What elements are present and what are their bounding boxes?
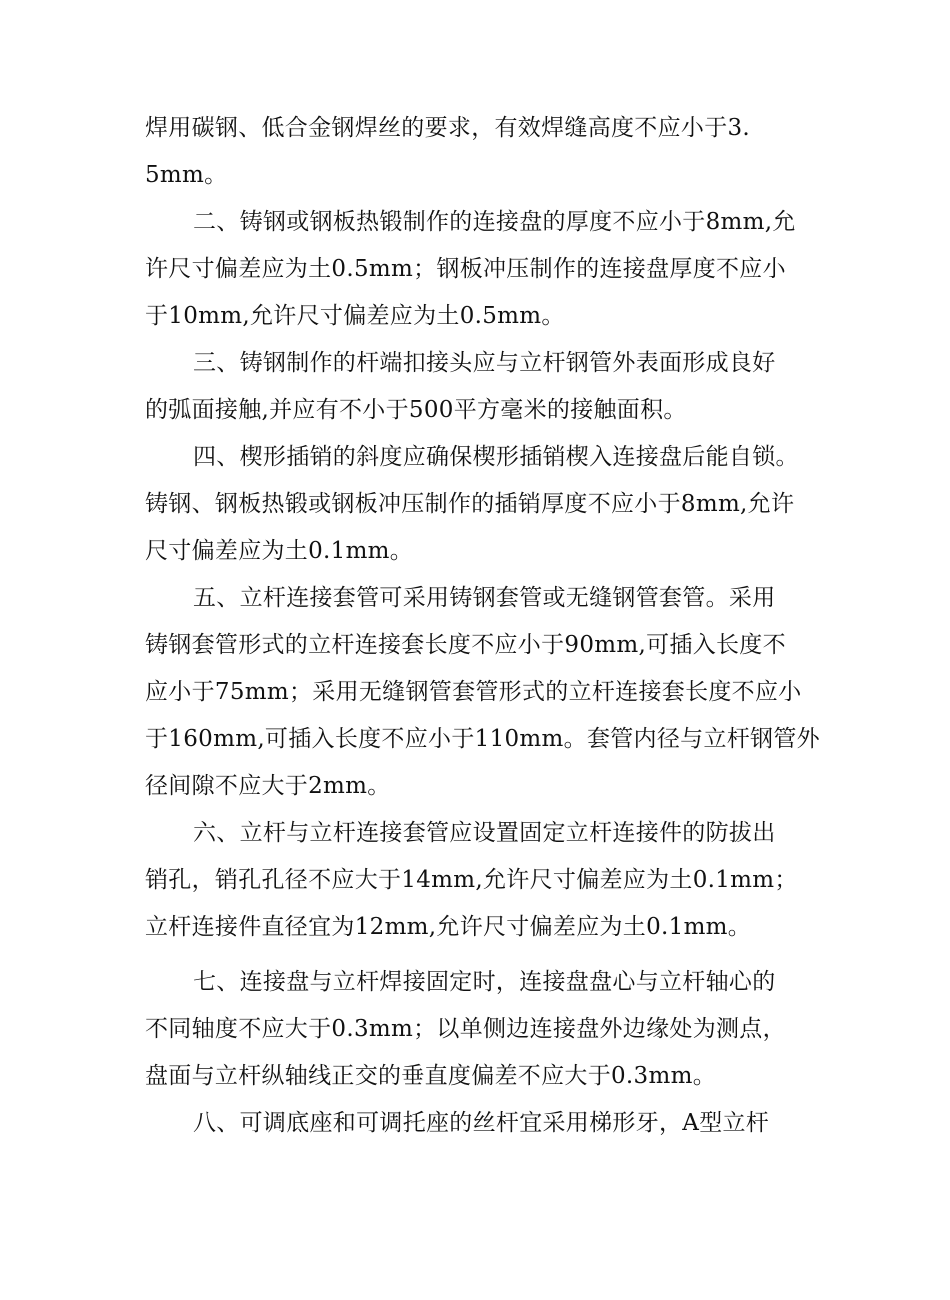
paragraph-5-start: 五、立杆连接套管可采用铸钢套管或无缝钢管套管。采用: [193, 585, 776, 611]
paragraph-7-start: 七、连接盘与立杆焊接固定时，连接盘盘心与立杆轴心的: [193, 969, 776, 995]
paragraph-2-start: 二、铸钢或钢板热锻制作的连接盘的厚度不应小于8mm,允: [193, 209, 796, 235]
text-line: 许尺寸偏差应为土0.5mm；钢板冲压制作的连接盘厚度不应小: [145, 256, 786, 282]
paragraph-gap: [145, 951, 825, 959]
text-line: 铸钢、钢板热锻或钢板冲压制作的插销厚度不应小于8mm,允许: [145, 491, 795, 517]
paragraph-4-start: 四、楔形插销的斜度应确保楔形插销楔入连接盘后能自锁。: [193, 444, 799, 470]
document-body: [145, 105, 825, 1147]
text-line: 销孔，销孔孔径不应大于14mm,允许尺寸偏差应为土0.1mm；: [145, 867, 798, 893]
text-line: 的弧面接触,并应有不小于500平方毫米的接触面积。: [145, 397, 687, 423]
text-line: 焊用碳钢、低合金钢焊丝的要求，有效焊缝高度不应小于3.: [145, 115, 751, 141]
text-line: 不同轴度不应大于0.3mm；以单侧边连接盘外边缘处为测点，: [145, 1016, 786, 1042]
text-line: 于10mm,允许尺寸偏差应为土0.5mm。: [145, 303, 565, 329]
paragraph-8-start: 八、可调底座和可调托座的丝杆宜采用梯形牙，A型立杆: [193, 1110, 770, 1136]
text-line: 尺寸偏差应为土0.1mm。: [145, 538, 414, 564]
paragraph-3-start: 三、铸钢制作的杆端扣接头应与立杆钢管外表面形成良好: [193, 350, 776, 376]
text-line: 铸钢套管形式的立杆连接套长度不应小于90mm,可插入长度不: [145, 632, 786, 658]
text-line: 立杆连接件直径宜为12mm,允许尺寸偏差应为土0.1mm。: [145, 914, 752, 940]
text-line: 于160mm,可插入长度不应小于110mm。套管内径与立杆钢管外: [145, 726, 820, 752]
text-line: 应小于75mm；采用无缝钢管套管形式的立杆连接套长度不应小: [145, 679, 802, 705]
text-line: 盘面与立杆纵轴线正交的垂直度偏差不应大于0.3mm。: [145, 1063, 716, 1089]
text-line: 径间隙不应大于2mm。: [145, 773, 391, 799]
paragraph-6-start: 六、立杆与立杆连接套管应设置固定立杆连接件的防拔出: [193, 820, 776, 846]
text-line: 5mm。: [145, 162, 228, 188]
